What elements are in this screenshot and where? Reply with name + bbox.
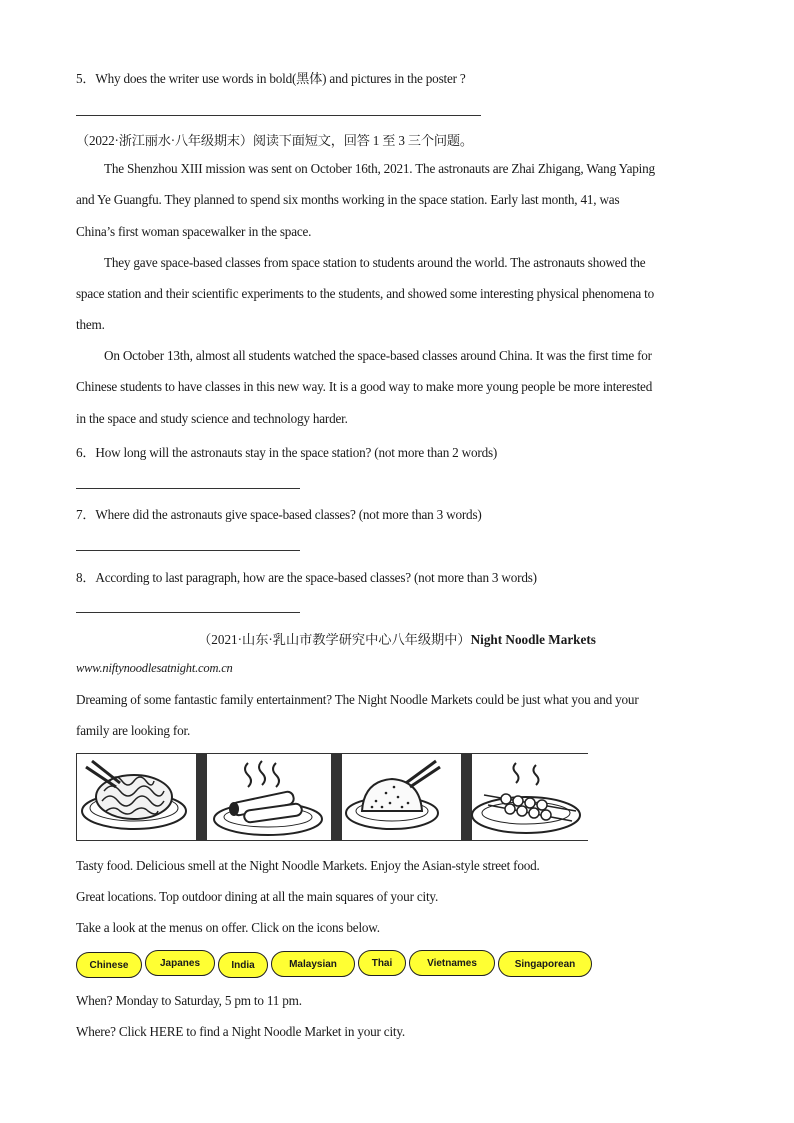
food-line: Tasty food. Delicious smell at the Night Noodle Markets. Enjoy the Asian-style street food.	[76, 858, 540, 873]
food-picture-strip	[76, 753, 588, 841]
when-line: When? Monday to Saturday, 5 pm to 11 pm.	[76, 993, 302, 1008]
cuisine-button-malaysian[interactable]: Malaysian	[271, 951, 355, 977]
passage1-p1-line1: The Shenzhou XIII mission was sent on October 16th, 2021. The astronauts are Zhai Zhigang, Wang Yaping	[104, 161, 655, 176]
question-8: 8．According to last paragraph, how are the space-based classes? (not more than 3 words)	[76, 570, 537, 585]
answer-line-7[interactable]	[76, 550, 300, 551]
spring-rolls-plate-icon	[214, 761, 322, 835]
question-7: 7．Where did the astronauts give space-based classes? (not more than 3 words)	[76, 507, 482, 522]
cuisine-button-chinese[interactable]: Chinese	[76, 952, 142, 978]
answer-line-6[interactable]	[76, 488, 300, 489]
passage1-p2-line2: space station and their scientific experiments to the students, and showed some interesting physical phenomena to	[76, 286, 655, 301]
passage2-title: Night Noodle Markets	[470, 632, 596, 647]
location-line: Great locations. Top outdoor dining at all the main squares of your city.	[76, 889, 439, 904]
passage2-source: （2021·山东·乳山市教学研究中心八年级期中）	[198, 632, 471, 647]
menu-line: Take a look at the menus on offer. Click on the icons below.	[76, 920, 380, 935]
passage1-p2-line3: them.	[76, 317, 105, 332]
cuisine-button-singaporean[interactable]: Singaporean	[498, 951, 592, 977]
cuisine-button-vietnames[interactable]: Vietnames	[409, 950, 495, 976]
website-url[interactable]: www.niftynoodlesatnight.com.cn	[76, 661, 233, 675]
question-6: 6．How long will the astronauts stay in the space station? (not more than 2 words)	[76, 445, 498, 460]
cuisine-buttons	[76, 949, 596, 981]
intro-line1: Dreaming of some fantastic family entertainment? The Night Noodle Markets could be just what you and your	[76, 692, 639, 707]
cuisine-button-india[interactable]: India	[218, 952, 268, 978]
intro-line2: family are looking for.	[76, 723, 191, 738]
cuisine-button-japanes[interactable]: Japanes	[145, 950, 215, 976]
cuisine-button-thai[interactable]: Thai	[358, 950, 406, 976]
where-line[interactable]: Where? Click HERE to find a Night Noodle Market in your city.	[76, 1024, 406, 1039]
answer-line-5[interactable]	[76, 115, 481, 116]
passage1-p1-line2: and Ye Guangfu. They planned to spend six months working in the space station. Early last month, 41, was	[76, 192, 620, 207]
noodles-plate-icon	[82, 761, 186, 829]
passage1-p3-line1: On October 13th, almost all students watched the space-based classes around China. It was the first time for	[104, 348, 652, 363]
skewers-plate-icon	[472, 763, 580, 833]
passage1-p2-line1: They gave space-based classes from space station to students around the world. The astronauts showed the	[104, 255, 646, 270]
answer-line-8[interactable]	[76, 612, 300, 613]
passage1-p3-line3: in the space and study science and technology harder.	[76, 411, 348, 426]
rice-plate-icon	[346, 761, 440, 829]
passage1-p1-line3: China’s first woman spacewalker in the space.	[76, 224, 312, 239]
passage1-source: （2022·浙江丽水·八年级期末）阅读下面短文，回答 1 至 3 三个问题。	[76, 133, 473, 148]
passage2-heading	[0, 629, 794, 648]
question-5: 5．Why does the writer use words in bold(黑体) and pictures in the poster ?	[76, 71, 466, 86]
passage1-p3-line2: Chinese students to have classes in this new way. It is a good way to make more young people be more interested	[76, 379, 653, 394]
